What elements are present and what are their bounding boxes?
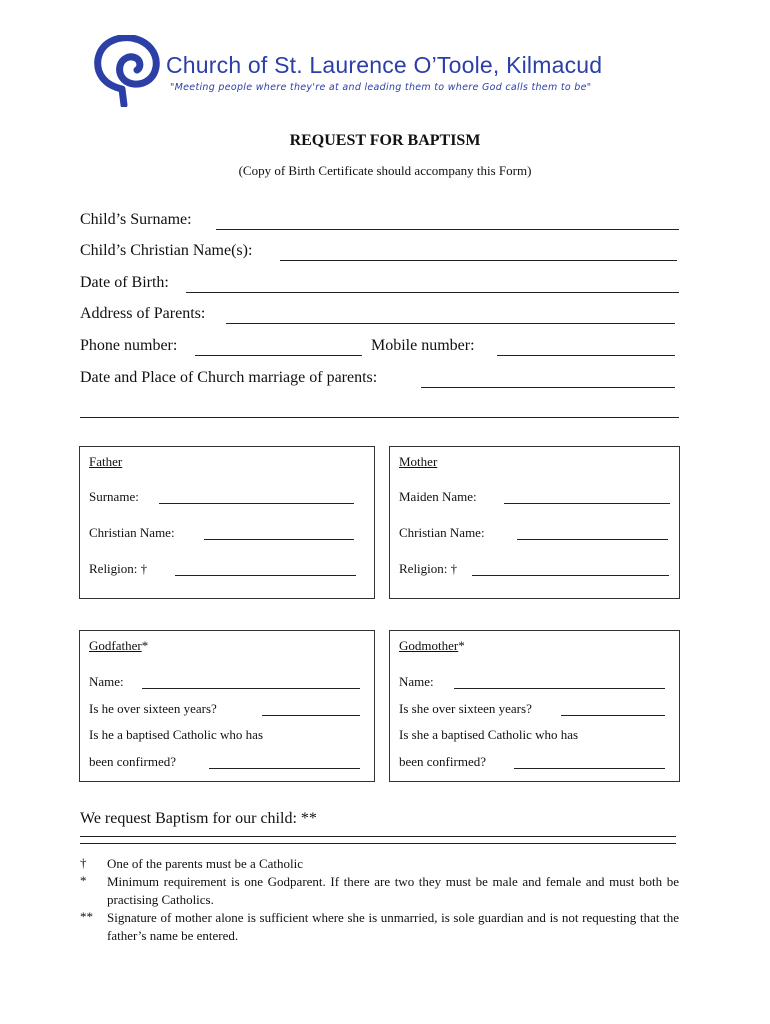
- godfather-baptised-label-2: been confirmed?: [89, 754, 176, 769]
- godfather-over-sixteen-label: Is he over sixteen years?: [89, 701, 217, 716]
- church-name: Church of St. Laurence O’Toole, Kilmacud: [166, 52, 603, 78]
- godfather-heading: Godfather: [89, 638, 142, 653]
- godfather-baptised-label-1: Is he a baptised Catholic who has: [89, 727, 264, 742]
- godmother-confirmed-line[interactable]: [514, 768, 665, 769]
- father-religion-label: Religion: †: [89, 561, 148, 576]
- note-text: Minimum requirement is one Godparent. If there are two they must be male and female and must both be practising Catholics.: [107, 874, 679, 907]
- address-of-parents-line[interactable]: [226, 323, 675, 324]
- godfather-name-line[interactable]: [142, 688, 360, 689]
- godmother-over-sixteen-label: Is she over sixteen years?: [399, 701, 532, 716]
- godfather-confirmed-line[interactable]: [209, 768, 360, 769]
- godmother-box: [389, 630, 680, 782]
- date-of-birth-line[interactable]: [186, 292, 679, 293]
- godfather-name-label: Name:: [89, 674, 124, 689]
- form-subtitle: (Copy of Birth Certificate should accompany this Form): [238, 163, 532, 178]
- mother-religion-line[interactable]: [472, 575, 669, 576]
- mobile-number-line[interactable]: [497, 355, 675, 356]
- godfather-over-sixteen-line[interactable]: [262, 715, 360, 716]
- godfather-box: [79, 630, 375, 782]
- father-christian-name-line[interactable]: [204, 539, 354, 540]
- mother-christian-name-line[interactable]: [517, 539, 668, 540]
- father-religion-line[interactable]: [175, 575, 356, 576]
- father-surname-label: Surname:: [89, 489, 139, 504]
- godmother-over-sixteen-line[interactable]: [561, 715, 665, 716]
- mobile-number-label: Mobile number:: [371, 337, 475, 354]
- mother-religion-label: Religion: †: [399, 561, 458, 576]
- father-surname-line[interactable]: [159, 503, 354, 504]
- mother-maiden-name-label: Maiden Name:: [399, 489, 477, 504]
- note-symbol: **: [80, 909, 93, 924]
- note-text: Signature of mother alone is sufficient where she is unmarried, is sole guardian and is not requesting that the father’s name be entered.: [107, 910, 679, 943]
- godmother-heading-mark: *: [458, 638, 465, 653]
- godfather-heading-mark: *: [141, 638, 149, 653]
- godmother-name-line[interactable]: [454, 688, 665, 689]
- mother-heading: Mother: [399, 454, 438, 469]
- date-of-birth-label: Date of Birth:: [80, 274, 169, 291]
- form-title: REQUEST FOR BAPTISM: [289, 132, 481, 149]
- marriage-line[interactable]: [421, 387, 675, 388]
- father-christian-name-label: Christian Name:: [89, 525, 175, 540]
- father-heading: Father: [89, 454, 123, 469]
- marriage-line-continued[interactable]: [80, 417, 679, 418]
- childs-surname-line[interactable]: [216, 229, 679, 230]
- godmother-heading-wrap: [399, 638, 465, 654]
- phone-number-label: Phone number:: [80, 337, 178, 354]
- godmother-heading: Godmother: [399, 638, 459, 653]
- note-symbol: *: [80, 873, 87, 888]
- address-of-parents-label: Address of Parents:: [80, 305, 206, 322]
- note-symbol: †: [80, 855, 87, 870]
- request-double-line[interactable]: [80, 836, 676, 844]
- godfather-heading-wrap: [89, 638, 148, 654]
- church-motto: "Meeting people where they're at and leading them to where God calls them to be": [170, 82, 592, 93]
- mother-box: [389, 446, 680, 599]
- phone-number-line[interactable]: [195, 355, 362, 356]
- mother-christian-name-label: Christian Name:: [399, 525, 485, 540]
- godmother-name-label: Name:: [399, 674, 434, 689]
- marriage-label: Date and Place of Church marriage of parents:: [80, 369, 378, 386]
- church-logo-icon: [94, 35, 162, 107]
- godmother-baptised-label-2: been confirmed?: [399, 754, 486, 769]
- childs-christian-names-line[interactable]: [280, 260, 677, 261]
- father-box: [79, 446, 375, 599]
- note-text: One of the parents must be a Catholic: [107, 856, 304, 871]
- request-text: We request Baptism for our child: **: [80, 810, 317, 827]
- mother-maiden-name-line[interactable]: [504, 503, 670, 504]
- childs-surname-label: Child’s Surname:: [80, 211, 192, 228]
- childs-christian-names-label: Child’s Christian Name(s):: [80, 242, 253, 259]
- godmother-baptised-label-1: Is she a baptised Catholic who has: [399, 727, 579, 742]
